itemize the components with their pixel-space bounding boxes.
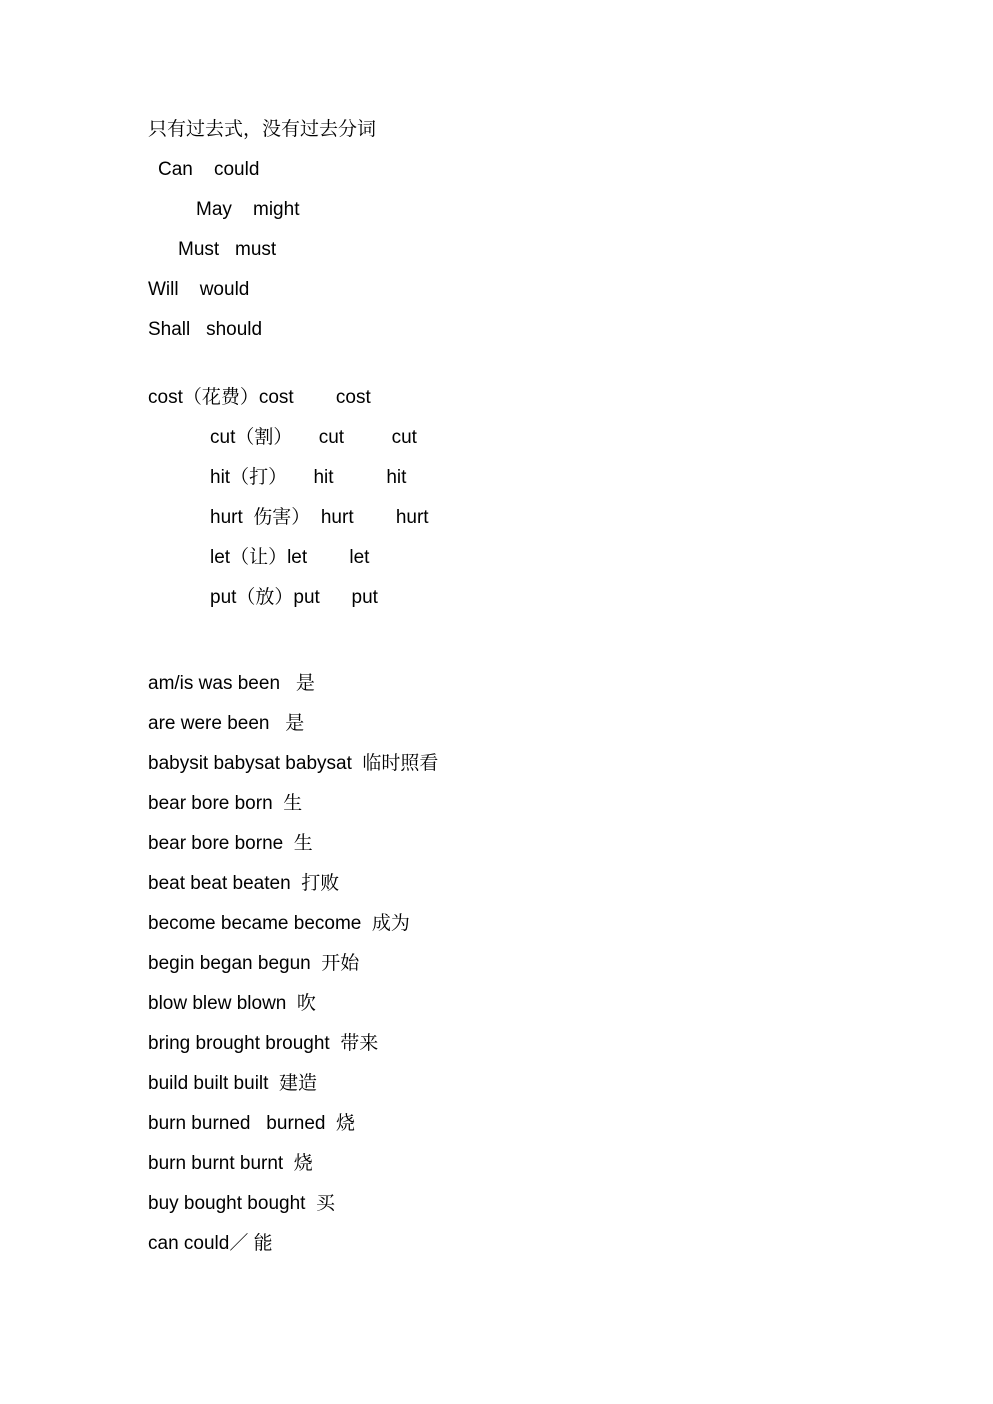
- modal-verb-list: [0, 150, 993, 350]
- list-item: bear bore born 生: [148, 793, 303, 814]
- list-item: burn burnt burnt 烧: [148, 1153, 313, 1174]
- list-item: hurt 伤害） hurt hurt: [210, 507, 429, 528]
- list-item: Can could: [158, 159, 260, 180]
- list-item: am/is was been 是: [148, 673, 315, 694]
- list-item: let（让）let let: [210, 547, 370, 568]
- spacer: [0, 618, 993, 664]
- list-item: blow blew blown 吹: [148, 993, 316, 1014]
- list-item: Will would: [148, 279, 250, 300]
- invariable-verb-list: [0, 378, 993, 618]
- list-item: become became become 成为: [148, 913, 410, 934]
- list-item: begin began begun 开始: [148, 953, 360, 974]
- list-item: can could／ 能: [148, 1233, 273, 1254]
- list-item: beat beat beaten 打败: [148, 873, 340, 894]
- spacer: [0, 350, 993, 378]
- list-item: hit（打） hit hit: [210, 467, 407, 488]
- list-item: Must must: [178, 239, 277, 260]
- page-heading: 只有过去式，没有过去分词: [148, 119, 377, 140]
- list-item: cost（花费）cost cost: [148, 387, 371, 408]
- irregular-verb-list: [0, 664, 993, 1264]
- list-item: buy bought bought 买: [148, 1193, 335, 1214]
- list-item: are were been 是: [148, 713, 305, 734]
- list-item: bear bore borne 生: [148, 833, 313, 854]
- list-item: babysit babysat babysat 临时照看: [148, 753, 439, 774]
- list-item: build built built 建造: [148, 1073, 317, 1094]
- list-item: Shall should: [148, 319, 263, 340]
- list-item: cut（割） cut cut: [210, 427, 417, 448]
- list-item: put（放）put put: [210, 587, 378, 608]
- list-item: burn burned burned 烧: [148, 1113, 356, 1134]
- list-item: bring brought brought 带来: [148, 1033, 379, 1054]
- list-item: May might: [196, 199, 300, 220]
